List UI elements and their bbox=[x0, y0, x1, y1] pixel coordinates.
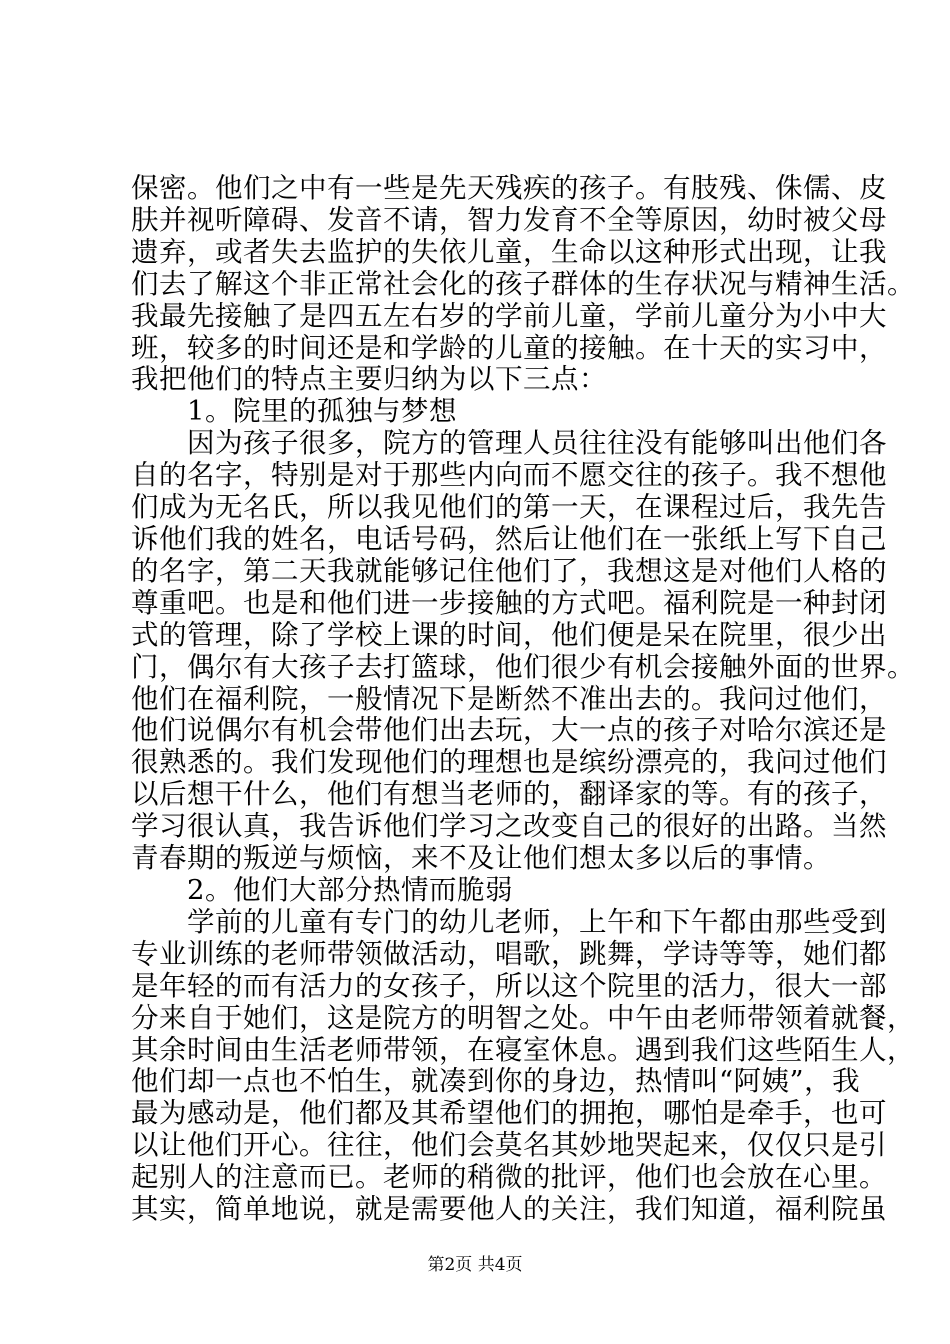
text-line: 是年轻的而有活力的女孩子，所以这个院里的活力，很大一部 bbox=[131, 969, 887, 1002]
text-line: 式的管理，除了学校上课的时间，他们便是呆在院里，很少出 bbox=[131, 618, 887, 651]
text-line: 学前的儿童有专门的幼儿老师，上午和下午都由那些受到 bbox=[131, 905, 887, 938]
text-line: 青春期的叛逆与烦恼，来不及让他们想太多以后的事情。 bbox=[131, 842, 831, 875]
text-line: 自的名字，特别是对于那些内向而不愿交往的孩子。我不想他 bbox=[131, 459, 887, 492]
text-line: 最为感动是，他们都及其希望他们的拥抱，哪怕是牵手，也可 bbox=[131, 1097, 887, 1130]
text-line: 诉他们我的姓名，电话号码，然后让他们在一张纸上写下自己 bbox=[131, 523, 887, 555]
text-line: 们去了解这个非正常社会化的孩子群体的生存状况与精神生活。 bbox=[131, 267, 915, 300]
text-line: 保密。他们之中有一些是先天残疾的孩子。有肢残、侏儒、皮 bbox=[131, 172, 887, 204]
text-line: 学习很认真，我告诉他们学习之改变自己的很好的出路。当然 bbox=[131, 810, 887, 843]
text-line: 我把他们的特点主要归纳为以下三点： bbox=[131, 363, 607, 396]
text-line: 我最先接触了是四五左右岁的学前儿童，学前儿童分为小中大 bbox=[131, 299, 887, 332]
text-line: 分来自于她们，这是院方的明智之处。中午由老师带领着就餐， bbox=[131, 1001, 915, 1034]
text-line: 他们却一点也不怕生，就凑到你的身边，热情叫“阿姨”，我 bbox=[131, 1065, 861, 1098]
text-line: 他们在福利院，一般情况下是断然不准出去的。我问过他们， bbox=[131, 682, 887, 715]
text-line: 专业训练的老师带领做活动，唱歌，跳舞，学诗等等，她们都 bbox=[131, 937, 887, 970]
text-line: 门，偶尔有大孩子去打篮球，他们很少有机会接触外面的世界。 bbox=[131, 650, 915, 683]
text-line: 肤并视听障碍、发音不请，智力发育不全等原因，幼时被父母 bbox=[131, 203, 887, 236]
text-line: 其余时间由生活老师带领，在寝室休息。遇到我们这些陌生人， bbox=[131, 1033, 915, 1066]
text-line: 以后想干什么，他们有想当老师的，翻译家的等。有的孩子， bbox=[131, 778, 887, 811]
text-line: 遗弃，或者失去监护的失依儿童，生命以这种形式出现，让我 bbox=[131, 235, 887, 268]
text-line: 其实，简单地说，就是需要他人的关注，我们知道，福利院虽 bbox=[131, 1193, 887, 1226]
page-footer: 第2页 共4页 bbox=[427, 1255, 523, 1275]
text-line: 尊重吧。也是和他们进一步接触的方式吧。福利院是一种封闭 bbox=[131, 586, 887, 619]
text-line: 的名字，第二天我就能够记住他们了，我想这是对他们人格的 bbox=[131, 554, 887, 587]
text-line: 起别人的注意而已。老师的稍微的批评，他们也会放在心里。 bbox=[131, 1161, 887, 1194]
text-line: 班，较多的时间还是和学龄的儿童的接触。在十天的实习中， bbox=[131, 331, 887, 364]
section-heading: 1。院里的孤独与梦想 bbox=[131, 395, 457, 428]
text-line: 们成为无名氏，所以我见他们的第一天，在课程过后，我先告 bbox=[131, 491, 887, 524]
text-line: 很熟悉的。我们发现他们的理想也是缤纷漂亮的，我问过他们 bbox=[131, 746, 887, 779]
text-line: 他们说偶尔有机会带他们出去玩，大一点的孩子对哈尔滨还是 bbox=[131, 714, 887, 747]
section-heading: 2。他们大部分热情而脆弱 bbox=[131, 874, 513, 906]
text-line: 因为孩子很多，院方的管理人员往往没有能够叫出他们各 bbox=[131, 427, 887, 460]
text-line: 以让他们开心。往往，他们会莫名其妙地哭起来，仅仅只是引 bbox=[131, 1129, 887, 1162]
